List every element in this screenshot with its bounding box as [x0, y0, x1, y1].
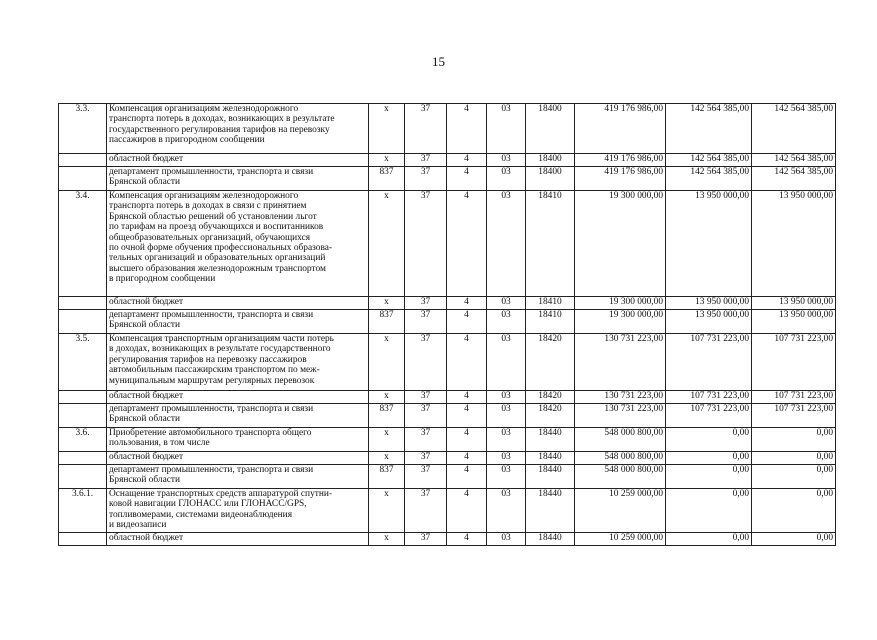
amount-cell-1: 19 300 000,00: [575, 191, 666, 297]
budget-table: [58, 103, 836, 546]
code-cell-2: 37: [405, 154, 447, 167]
code-cell-5: 18410: [526, 310, 575, 334]
code-cell-2: 37: [405, 404, 447, 428]
amount-cell-1: 419 176 986,00: [575, 167, 666, 191]
row-number-cell: [59, 533, 107, 546]
amount-cell-1: 548 000 800,00: [575, 452, 666, 465]
code-cell-1: х: [369, 533, 405, 546]
amount-cell-1: 19 300 000,00: [575, 297, 666, 310]
amount-cell-1: 130 731 223,00: [575, 391, 666, 404]
code-cell-2: 37: [405, 167, 447, 191]
amount-cell-2: 0,00: [666, 465, 752, 489]
code-cell-3: 4: [447, 154, 487, 167]
amount-cell-2: 0,00: [666, 533, 752, 546]
amount-cell-2: 0,00: [666, 452, 752, 465]
code-cell-2: 37: [405, 465, 447, 489]
code-cell-4: 03: [487, 391, 526, 404]
code-cell-4: 03: [487, 154, 526, 167]
description-cell: областной бюджет: [107, 533, 369, 546]
code-cell-2: 37: [405, 391, 447, 404]
table-row: [59, 465, 836, 489]
amount-cell-2: 142 564 385,00: [666, 154, 752, 167]
amount-cell-3: 0,00: [752, 452, 836, 465]
amount-cell-1: 130 731 223,00: [575, 334, 666, 391]
table-row: [59, 489, 836, 533]
amount-cell-3: 0,00: [752, 489, 836, 533]
amount-cell-1: 10 259 000,00: [575, 533, 666, 546]
amount-cell-2: 107 731 223,00: [666, 391, 752, 404]
amount-cell-3: 13 950 000,00: [752, 191, 836, 297]
code-cell-3: 4: [447, 533, 487, 546]
code-cell-3: 4: [447, 167, 487, 191]
code-cell-4: 03: [487, 297, 526, 310]
code-cell-4: 03: [487, 310, 526, 334]
row-number-cell: [59, 167, 107, 191]
table-row: [59, 334, 836, 391]
code-cell-2: 37: [405, 489, 447, 533]
code-cell-1: х: [369, 191, 405, 297]
code-cell-1: х: [369, 452, 405, 465]
code-cell-4: 03: [487, 191, 526, 297]
code-cell-1: х: [369, 428, 405, 452]
amount-cell-3: 107 731 223,00: [752, 404, 836, 428]
table-row: [59, 154, 836, 167]
code-cell-1: х: [369, 334, 405, 391]
code-cell-1: 837: [369, 167, 405, 191]
amount-cell-1: 548 000 800,00: [575, 428, 666, 452]
amount-cell-3: 142 564 385,00: [752, 104, 836, 154]
description-cell: департамент промышленности, транспорта и связи Брянской области: [107, 167, 369, 191]
row-number-cell: 3.3.: [59, 104, 107, 154]
amount-cell-2: 142 564 385,00: [666, 104, 752, 154]
code-cell-4: 03: [487, 428, 526, 452]
description-cell: областной бюджет: [107, 297, 369, 310]
code-cell-4: 03: [487, 533, 526, 546]
description-cell: Компенсация организациям железнодорожного транспорта потерь в доходах, возникающих в результате государственного регулирования тарифов на перевозку пассажиров в пригородном сообщении: [107, 104, 369, 154]
amount-cell-1: 130 731 223,00: [575, 404, 666, 428]
code-cell-5: 18420: [526, 391, 575, 404]
amount-cell-2: 13 950 000,00: [666, 310, 752, 334]
code-cell-4: 03: [487, 334, 526, 391]
amount-cell-3: 107 731 223,00: [752, 391, 836, 404]
table-row: [59, 533, 836, 546]
code-cell-3: 4: [447, 404, 487, 428]
row-number-cell: [59, 404, 107, 428]
code-cell-3: 4: [447, 428, 487, 452]
description-cell: Приобретение автомобильного транспорта общего пользования, в том числе: [107, 428, 369, 452]
code-cell-5: 18410: [526, 297, 575, 310]
code-cell-5: 18400: [526, 104, 575, 154]
row-number-cell: [59, 310, 107, 334]
page-number: 15: [432, 54, 445, 69]
amount-cell-2: 13 950 000,00: [666, 191, 752, 297]
code-cell-3: 4: [447, 489, 487, 533]
description-cell: Оснащение транспортных средств аппаратурой спутни- ковой навигации ГЛОНАСС или ГЛОНАСС/GPS, топливомерами, системами видеонаблюдения и видеозаписи: [107, 489, 369, 533]
description-cell: департамент промышленности, транспорта и связи Брянской области: [107, 404, 369, 428]
amount-cell-1: 548 000 800,00: [575, 465, 666, 489]
code-cell-5: 18400: [526, 167, 575, 191]
code-cell-2: 37: [405, 334, 447, 391]
code-cell-3: 4: [447, 334, 487, 391]
amount-cell-3: 13 950 000,00: [752, 297, 836, 310]
code-cell-4: 03: [487, 489, 526, 533]
code-cell-1: х: [369, 104, 405, 154]
table-row: [59, 391, 836, 404]
amount-cell-2: 107 731 223,00: [666, 334, 752, 391]
code-cell-5: 18400: [526, 154, 575, 167]
code-cell-2: 37: [405, 297, 447, 310]
code-cell-5: 18440: [526, 428, 575, 452]
code-cell-5: 18440: [526, 489, 575, 533]
row-number-cell: 3.4.: [59, 191, 107, 297]
amount-cell-1: 419 176 986,00: [575, 104, 666, 154]
code-cell-3: 4: [447, 310, 487, 334]
description-cell: областной бюджет: [107, 452, 369, 465]
code-cell-1: х: [369, 297, 405, 310]
code-cell-5: 18440: [526, 533, 575, 546]
table-body: [59, 104, 836, 546]
code-cell-4: 03: [487, 404, 526, 428]
code-cell-4: 03: [487, 452, 526, 465]
description-cell: областной бюджет: [107, 154, 369, 167]
amount-cell-1: 10 259 000,00: [575, 489, 666, 533]
code-cell-4: 03: [487, 465, 526, 489]
code-cell-2: 37: [405, 533, 447, 546]
code-cell-1: х: [369, 489, 405, 533]
row-number-cell: 3.6.1.: [59, 489, 107, 533]
row-number-cell: [59, 452, 107, 465]
description-cell: Компенсация организациям железнодорожного транспорта потерь в доходах в связи с принятием Брянской областью решений об установлении льгот по тарифам на проезд обучающихся и воспитанников общеобразовательных организаций, обучающихся по очной форме обучения профессиональных образова- тельных организаций и образовательных организаций высшего образования железнодорожным транспортом в пригородном сообщении: [107, 191, 369, 297]
amount-cell-1: 19 300 000,00: [575, 310, 666, 334]
code-cell-4: 03: [487, 167, 526, 191]
table-row: [59, 404, 836, 428]
row-number-cell: [59, 391, 107, 404]
code-cell-2: 37: [405, 452, 447, 465]
description-cell: департамент промышленности, транспорта и связи Брянской области: [107, 310, 369, 334]
amount-cell-3: 13 950 000,00: [752, 310, 836, 334]
code-cell-2: 37: [405, 310, 447, 334]
amount-cell-3: 0,00: [752, 428, 836, 452]
amount-cell-1: 419 176 986,00: [575, 154, 666, 167]
description-cell: областной бюджет: [107, 391, 369, 404]
table-row: [59, 167, 836, 191]
amount-cell-2: 0,00: [666, 489, 752, 533]
code-cell-5: 18420: [526, 404, 575, 428]
table-row: [59, 452, 836, 465]
amount-cell-2: 142 564 385,00: [666, 167, 752, 191]
table-row: [59, 428, 836, 452]
code-cell-2: 37: [405, 104, 447, 154]
row-number-cell: 3.5.: [59, 334, 107, 391]
row-number-cell: [59, 465, 107, 489]
amount-cell-3: 142 564 385,00: [752, 154, 836, 167]
code-cell-5: 18420: [526, 334, 575, 391]
code-cell-5: 18440: [526, 452, 575, 465]
table-row: [59, 191, 836, 297]
amount-cell-2: 13 950 000,00: [666, 297, 752, 310]
amount-cell-2: 0,00: [666, 428, 752, 452]
amount-cell-3: 107 731 223,00: [752, 334, 836, 391]
code-cell-5: 18410: [526, 191, 575, 297]
amount-cell-3: 0,00: [752, 533, 836, 546]
table-row: [59, 104, 836, 154]
code-cell-3: 4: [447, 297, 487, 310]
row-number-cell: [59, 154, 107, 167]
code-cell-3: 4: [447, 191, 487, 297]
table-row: [59, 310, 836, 334]
code-cell-4: 03: [487, 104, 526, 154]
code-cell-2: 37: [405, 428, 447, 452]
amount-cell-3: 142 564 385,00: [752, 167, 836, 191]
code-cell-5: 18440: [526, 465, 575, 489]
code-cell-1: 837: [369, 404, 405, 428]
description-cell: департамент промышленности, транспорта и связи Брянской области: [107, 465, 369, 489]
code-cell-3: 4: [447, 104, 487, 154]
row-number-cell: [59, 297, 107, 310]
code-cell-3: 4: [447, 452, 487, 465]
code-cell-1: 837: [369, 465, 405, 489]
description-cell: Компенсация транспортным организациям части потерь в доходах, возникающих в результате государственного регулирования тарифов на перевозку пассажиров автомобильным пассажирским транспортом по меж- муниципальным маршрутам регулярных перевозок: [107, 334, 369, 391]
row-number-cell: 3.6.: [59, 428, 107, 452]
code-cell-1: х: [369, 154, 405, 167]
code-cell-1: 837: [369, 310, 405, 334]
code-cell-1: х: [369, 391, 405, 404]
table-row: [59, 297, 836, 310]
code-cell-2: 37: [405, 191, 447, 297]
amount-cell-3: 0,00: [752, 465, 836, 489]
code-cell-3: 4: [447, 465, 487, 489]
code-cell-3: 4: [447, 391, 487, 404]
amount-cell-2: 107 731 223,00: [666, 404, 752, 428]
